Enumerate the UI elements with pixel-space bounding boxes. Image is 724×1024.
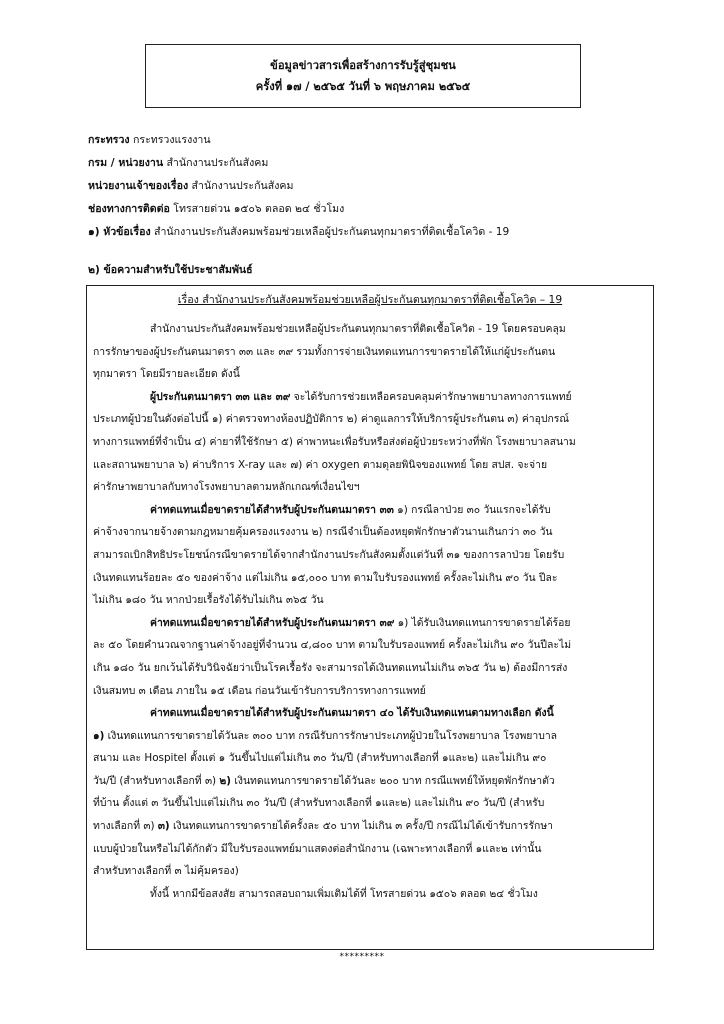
- paragraph-line: [93, 612, 647, 635]
- paragraph-line: และสถานพยาบาล ๖) ค่าบริการ X-ray และ ๗) ค่า oxygen ตามดุลยพินิจของแพทย์ โดย สปส. จะจ่าย: [93, 458, 548, 471]
- paragraph-line: สนาม และ Hospitel ตั้งแต่ ๑ วันขึ้นไปแต่ไม่เกิน ๓๐ วัน/ปี (สำหรับทางเลือกที่ ๑และ๒) และไม่เกิน ๙๐: [93, 752, 547, 765]
- meta-owner: [88, 175, 654, 198]
- paragraph-line: แบบผู้ป่วยในหรือไม่ได้กักตัว มีใบรับรองแพทย์มาแสดงต่อสำนักงาน (เฉพาะทางเลือกที่ ๑และ๒ เท่านั้น: [93, 842, 542, 855]
- contact-label: ช่องทางการติดต่อ: [88, 203, 170, 215]
- dept-label: กรม / หน่วยงาน: [88, 157, 164, 169]
- title-line-1: ข้อมูลข่าวสารเพื่อสร้างการรับรู้สู่ชุมชน: [270, 59, 456, 72]
- section-40-heading: ค่าทดแทนเมื่อขาดรายได้สำหรับผู้ประกันตนมาตรา ๔๐ ได้รับเงินทดแทนตามทางเลือก ดังนี้: [150, 707, 554, 720]
- paragraph-line: ทางการแพทย์ที่จำเป็น ๔) ค่ายาที่ใช้รักษา ๕) ค่าพาหนะเพื่อรับหรือส่งต่อผู้ป่วยระหว่างที่พัก โรงพยาบาลสนาม: [93, 435, 576, 448]
- paragraph-line: ค่าจ้างจากนายจ้างตามกฎหมายคุ้มครองแรงงาน ๒) กรณีจำเป็นต้องหยุดพักรักษาตัวนานเกินกว่า ๓๐ วัน: [93, 526, 553, 539]
- paragraph-line: ประเภทผู้ป่วยในดังต่อไปนี้ ๑) ค่าตรวจทางห้องปฏิบัติการ ๒) ค่าดูแลการให้บริการผู้ประกันตน ๓) ค่าอุปกรณ์: [93, 413, 569, 426]
- paragraph-text: เงินทดแทนการขาดรายได้ครั้งละ ๕๐ บาท ไม่เกิน ๓ ครั้ง/ปี กรณีไม่ได้เข้ารับการรักษา: [169, 820, 554, 833]
- paragraph-text: ๑) กรณีลาป่วย ๓๐ วันแรกจะได้รับ: [393, 503, 551, 516]
- paragraph-line: สำนักงานประกันสังคมพร้อมช่วยเหลือผู้ประกันตนทุกมาตราที่ติดเชื้อโควิด - 19 โดยครอบคลุม: [150, 323, 566, 335]
- section-33-39-heading: ผู้ประกันตนมาตรา ๓๓ และ ๓๙: [150, 390, 291, 403]
- paragraph-line: ละ ๕๐ โดยคำนวณจากฐานค่าจ้างอยู่ที่จำนวน ๔,๘๐๐ บาท ตามใบรับรองแพทย์ ครั้งละไม่เกิน ๙๐ วันปีละไม่: [93, 639, 572, 652]
- title-box: [145, 44, 581, 108]
- section-33-heading: ค่าทดแทนเมื่อขาดรายได้สำหรับผู้ประกันตนมาตรา ๓๓: [150, 503, 394, 516]
- paragraph-text: ทางเลือกที่ ๓): [93, 820, 158, 833]
- paragraph-text: วัน/ปี (สำหรับทางเลือกที่ ๓): [93, 774, 220, 787]
- meta-ministry: [88, 129, 654, 152]
- paragraph-line: [93, 386, 647, 409]
- item-number: ๓): [157, 820, 170, 833]
- meta-block: [88, 129, 654, 244]
- press-text-box: [86, 285, 654, 950]
- paragraph-line: [93, 770, 647, 793]
- paragraph-line: การรักษาของผู้ประกันตนมาตรา ๓๓ และ ๓๙ รวมทั้งการจ่ายเงินทดแทนการขาดรายได้ให้แก่ผู้ประกันตน: [93, 345, 556, 358]
- section-2-heading: ๒) ข้อความสำหรับใช้ประชาสัมพันธ์: [88, 264, 253, 276]
- ministry-label: กระทรวง: [88, 134, 130, 146]
- paragraph-line: สำหรับทางเลือกที่ ๓ ไม่คุ้มครอง): [93, 865, 239, 878]
- paragraph-line: ค่ารักษาพยาบาลกับทางโรงพยาบาลตามหลักเกณฑ์เงื่อนไขฯ: [93, 481, 360, 494]
- footer-asterisks: *********: [339, 952, 385, 962]
- owner-label: หน่วยงานเจ้าของเรื่อง: [88, 180, 189, 192]
- paragraph-line: [93, 702, 647, 725]
- paragraph-line: สามารถเบิกสิทธิประโยชน์กรณีขาดรายได้จากสำนักงานประกันสังคมตั้งแต่วันที่ ๓๑ ของการลาป่วย โดยรับ: [93, 548, 565, 561]
- ministry-value: กระทรวงแรงงาน: [132, 134, 211, 146]
- meta-dept: [88, 152, 654, 175]
- paragraph-line: เงินสมทบ ๓ เดือน ภายใน ๑๕ เดือน ก่อนวันเข้ารับการบริการทางการแพทย์: [93, 684, 426, 697]
- paragraph-line: ไม่เกิน ๑๘๐ วัน หากป่วยเรื้อรังได้รับไม่เกิน ๓๖๕ วัน: [93, 594, 324, 607]
- paragraph-line: เงินทดแทนร้อยละ ๕๐ ของค่าจ้าง แต่ไม่เกิน ๑๕,๐๐๐ บาท ตามใบรับรองแพทย์ ครั้งละไม่เกิน ๙๐ วัน ปีละ: [93, 571, 558, 584]
- topic-value: สำนักงานประกันสังคมพร้อมช่วยเหลือผู้ประกันตนทุกมาตราที่ติดเชื้อโควิด - 19: [154, 226, 510, 238]
- contact-value: โทรสายด่วน ๑๕๐๖ ตลอด ๒๔ ชั่วโมง: [173, 203, 345, 215]
- paragraph-text: เงินทดแทนการขาดรายได้วันละ ๒๐๐ บาท กรณีแพทย์ให้หยุดพักรักษาตัว: [231, 774, 555, 787]
- topic-label: ๑) หัวข้อเรื่อง: [88, 226, 151, 238]
- paragraph-line: [93, 725, 647, 748]
- meta-contact: [88, 198, 654, 221]
- story-title: เรื่อง สำนักงานประกันสังคมพร้อมช่วยเหลือผู้ประกันตนทุกมาตราที่ติดเชื้อโควิด – 19: [177, 293, 563, 306]
- paragraph-line: [93, 499, 647, 522]
- paragraph-text: เงินทดแทนการขาดรายได้วันละ ๓๐๐ บาท กรณีรับการรักษาประเภทผู้ป่วยในโรงพยาบาล โรงพยาบาล: [104, 729, 558, 742]
- paragraph-text: จะได้รับการช่วยเหลือครอบคลุมค่ารักษาพยาบาลทางการแพทย์: [290, 390, 572, 403]
- item-number: ๒): [219, 774, 232, 787]
- paragraph-line: ที่บ้าน ตั้งแต่ ๓ วันขึ้นไปแต่ไม่เกิน ๓๐ วัน/ปี (สำหรับทางเลือกที่ ๑และ๒) และไม่เกิน ๙๐ วัน/ปี (สำหรับ: [93, 797, 545, 810]
- paragraph-line: เกิน ๑๘๐ วัน ยกเว้นได้รับวินิจฉัยว่าเป็นโรคเรื้อรัง จะสามารถได้เงินทดแทนไม่เกิน ๓๖๕ วัน ๒) ต้องมีการส่ง: [93, 661, 568, 674]
- dept-value: สำนักงานประกันสังคม: [166, 157, 269, 169]
- owner-value: สำนักงานประกันสังคม: [191, 180, 294, 192]
- paragraph-line: [93, 815, 647, 838]
- meta-topic: [88, 221, 654, 244]
- closing-line: ทั้งนี้ หากมีข้อสงสัย สามารถสอบถามเพิ่มเติมได้ที่ โทรสายด่วน ๑๕๐๖ ตลอด ๒๔ ชั่วโมง: [150, 887, 538, 900]
- title-line-2: ครั้งที่ ๑๗ / ๒๕๖๕ วันที่ ๖ พฤษภาคม ๒๕๖๕: [255, 80, 471, 93]
- item-number: ๑): [93, 729, 105, 742]
- paragraph-text: ๑) ได้รับเงินทดแทนการขาดรายได้ร้อย: [394, 616, 571, 629]
- paragraph-line: ทุกมาตรา โดยมีรายละเอียด ดังนี้: [93, 368, 240, 381]
- section-39-heading: ค่าทดแทนเมื่อขาดรายได้สำหรับผู้ประกันตนมาตรา ๓๙: [150, 616, 395, 629]
